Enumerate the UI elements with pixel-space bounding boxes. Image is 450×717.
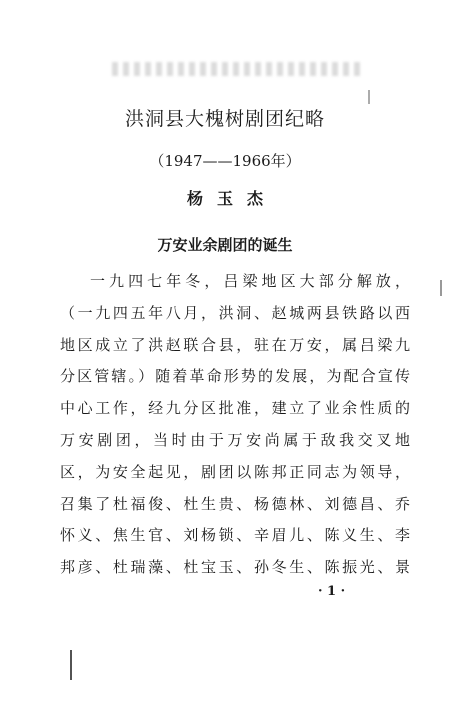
year-range: （1947——1966年） (149, 152, 301, 170)
scan-smudge (112, 62, 362, 76)
text-line: 怀义、焦生官、刘杨锁、辛眉儿、陈义生、李 (60, 526, 410, 545)
section-heading: 万安业余剧团的诞生 (157, 236, 293, 254)
text-line: 分区管辖。）随着革命形势的发展，为配合宣传 (60, 367, 410, 386)
text-line: 召集了杜福俊、杜生贵、杨德林、刘德昌、乔 (60, 494, 410, 513)
text-line: 邦彦、杜瑞藻、杜宝玉、孙冬生、陈振光、景 (60, 558, 410, 577)
page-title: 洪洞县大槐树剧团纪略 (124, 108, 325, 130)
author-name: 杨玉杰 (186, 189, 277, 208)
scan-mark (440, 280, 442, 296)
text-line: （一九四五年八月，洪洞、赵城两县铁路以西 (60, 303, 410, 322)
scan-mark (70, 650, 72, 680)
body-text (60, 266, 410, 584)
scan-mark (368, 90, 370, 104)
page-number: · 1 · (318, 584, 346, 599)
text-line: 一九四七年冬，吕梁地区大部分解放， (90, 272, 410, 290)
text-line: 地区成立了洪赵联合县，驻在万安，属吕梁九 (60, 335, 410, 354)
text-line: 中心工作，经九分区批准，建立了业余性质的 (60, 399, 410, 418)
text-line: 区，为安全起见，剧团以陈邦正同志为领导， (60, 462, 410, 481)
text-line: 万安剧团，当时由于万安尚属于敌我交叉地 (60, 430, 410, 449)
